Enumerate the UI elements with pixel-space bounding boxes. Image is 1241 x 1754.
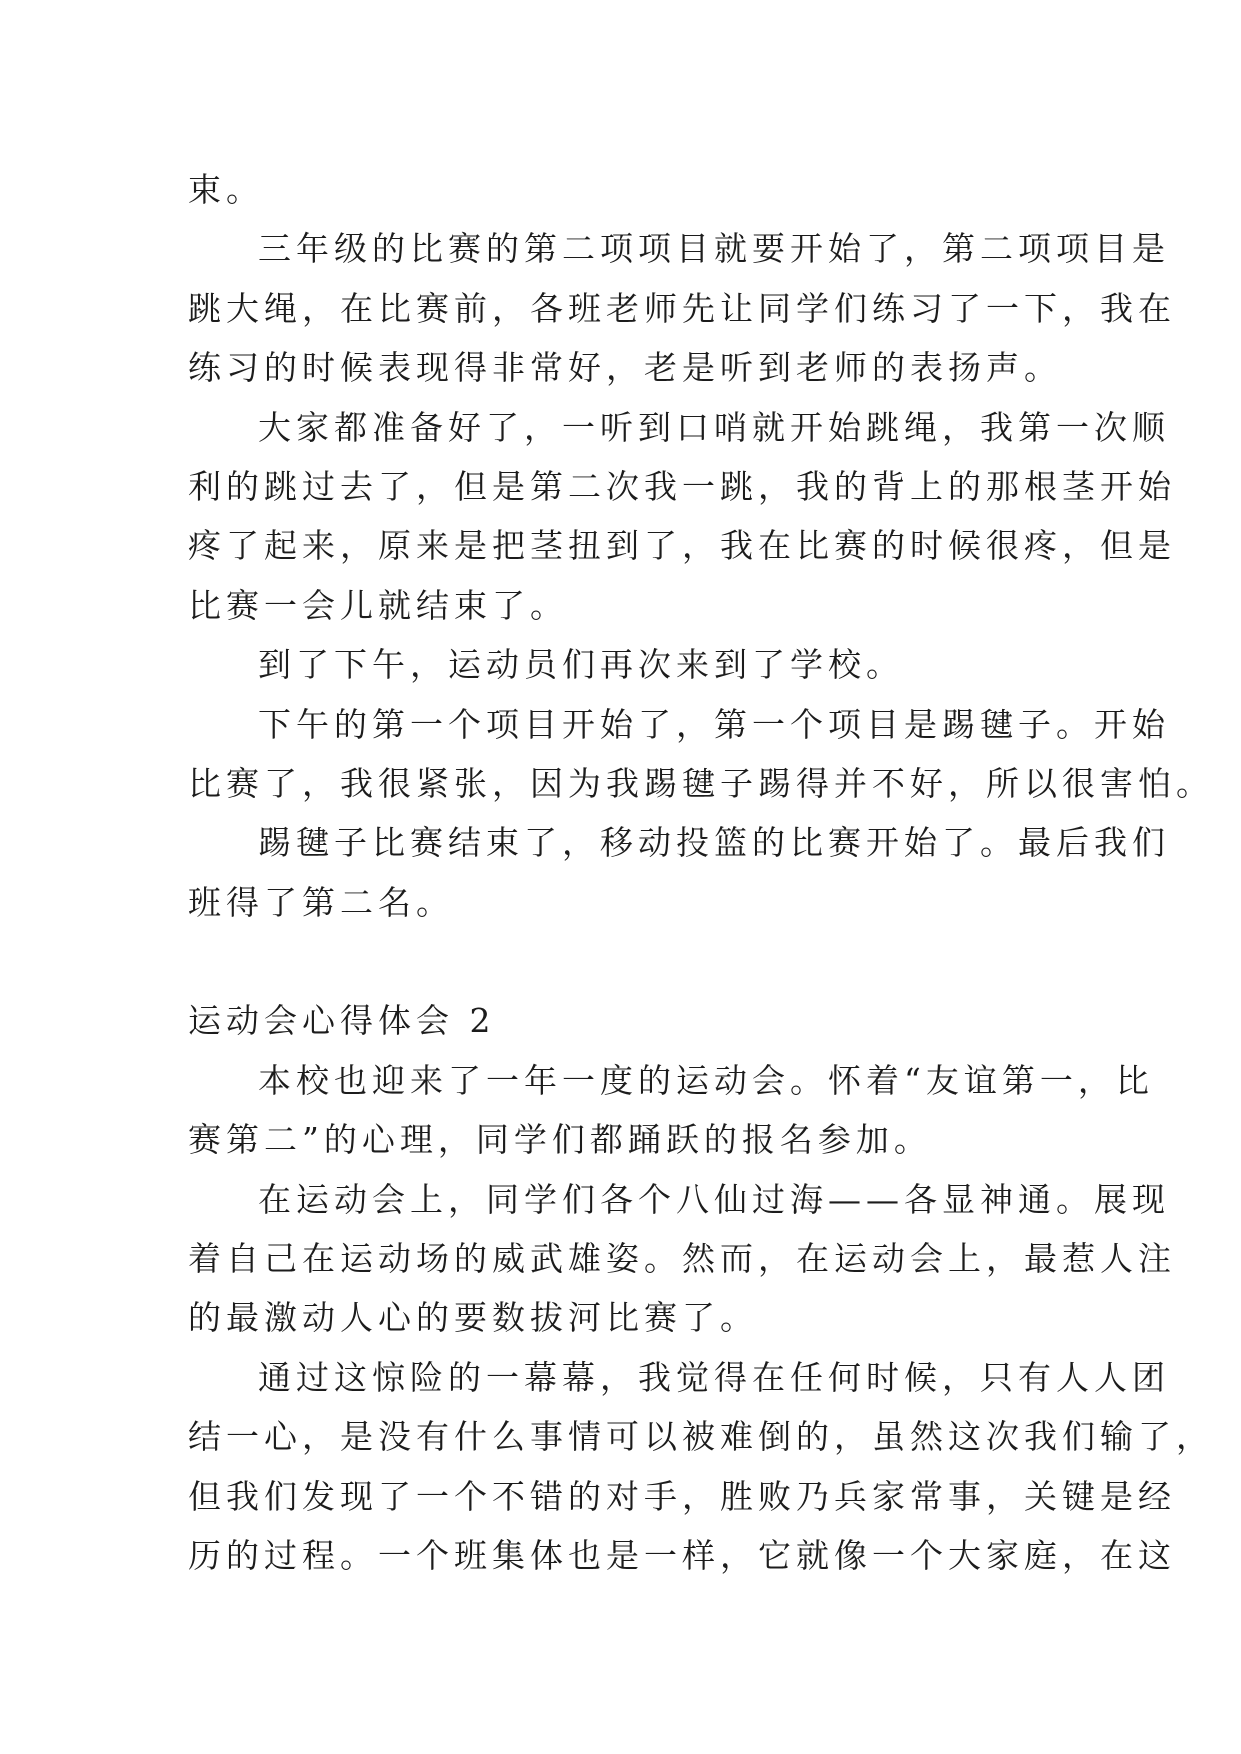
text-line: 踢毽子比赛结束了，移动投篮的比赛开始了。最后我们 bbox=[258, 823, 1170, 863]
text-line: 疼了起来，原来是把茎扭到了，我在比赛的时候很疼，但是 bbox=[188, 526, 1176, 566]
text-line: 利的跳过去了，但是第二次我一跳，我的背上的那根茎开始 bbox=[188, 466, 1176, 506]
paragraph bbox=[188, 398, 1176, 636]
text-line: 但我们发现了一个不错的对手，胜败乃兵家常事，关键是经 bbox=[188, 1476, 1176, 1516]
section-title: 运动会心得体会 2 bbox=[188, 1001, 496, 1041]
text-line: 历的过程。一个班集体也是一样，它就像一个大家庭，在这 bbox=[188, 1535, 1176, 1575]
text-line: 跳大绳，在比赛前，各班老师先让同学们练习了一下，我在 bbox=[188, 288, 1176, 328]
paragraph bbox=[188, 160, 1053, 219]
paragraph bbox=[188, 695, 1214, 814]
paragraph bbox=[188, 1051, 1154, 1170]
text-line: 三年级的比赛的第二项项目就要开始了，第二项项目是 bbox=[258, 229, 1170, 269]
text-line: 的最激动人心的要数拔河比赛了。 bbox=[188, 1298, 758, 1338]
text-line: 在运动会上，同学们各个八仙过海——各显神通。展现 bbox=[258, 1179, 1170, 1219]
text-line: 结一心，是没有什么事情可以被难倒的，虽然这次我们输了， bbox=[188, 1417, 1214, 1457]
paragraph bbox=[188, 635, 1053, 694]
text-line: 到了下午，运动员们再次来到了学校。 bbox=[258, 645, 904, 685]
paragraph bbox=[188, 219, 1176, 397]
text-line: 着自己在运动场的威武雄姿。然而，在运动会上，最惹人注 bbox=[188, 1239, 1176, 1279]
paragraph bbox=[188, 1170, 1176, 1348]
paragraph bbox=[188, 1348, 1214, 1586]
text-line: 比赛了，我很紧张，因为我踢毽子踢得并不好，所以很害怕。 bbox=[188, 763, 1214, 803]
text-line: 束。 bbox=[188, 170, 264, 209]
text-line: 大家都准备好了，一听到口哨就开始跳绳，我第一次顺 bbox=[258, 407, 1170, 447]
text-line: 本校也迎来了一年一度的运动会。怀着“友谊第一，比 bbox=[258, 1060, 1154, 1100]
text-line: 通过这惊险的一幕幕，我觉得在任何时候，只有人人团 bbox=[258, 1357, 1170, 1397]
text-line: 班得了第二名。 bbox=[188, 882, 454, 922]
document-body bbox=[188, 160, 1214, 1585]
paragraph bbox=[188, 813, 1170, 932]
text-line: 赛第二”的心理，同学们都踊跃的报名参加。 bbox=[188, 1120, 932, 1160]
text-line: 比赛一会儿就结束了。 bbox=[188, 585, 568, 625]
text-line: 下午的第一个项目开始了，第一个项目是踢毽子。开始 bbox=[258, 704, 1170, 744]
text-line: 练习的时候表现得非常好，老是听到老师的表扬声。 bbox=[188, 348, 1062, 388]
section-heading bbox=[188, 991, 1053, 1050]
